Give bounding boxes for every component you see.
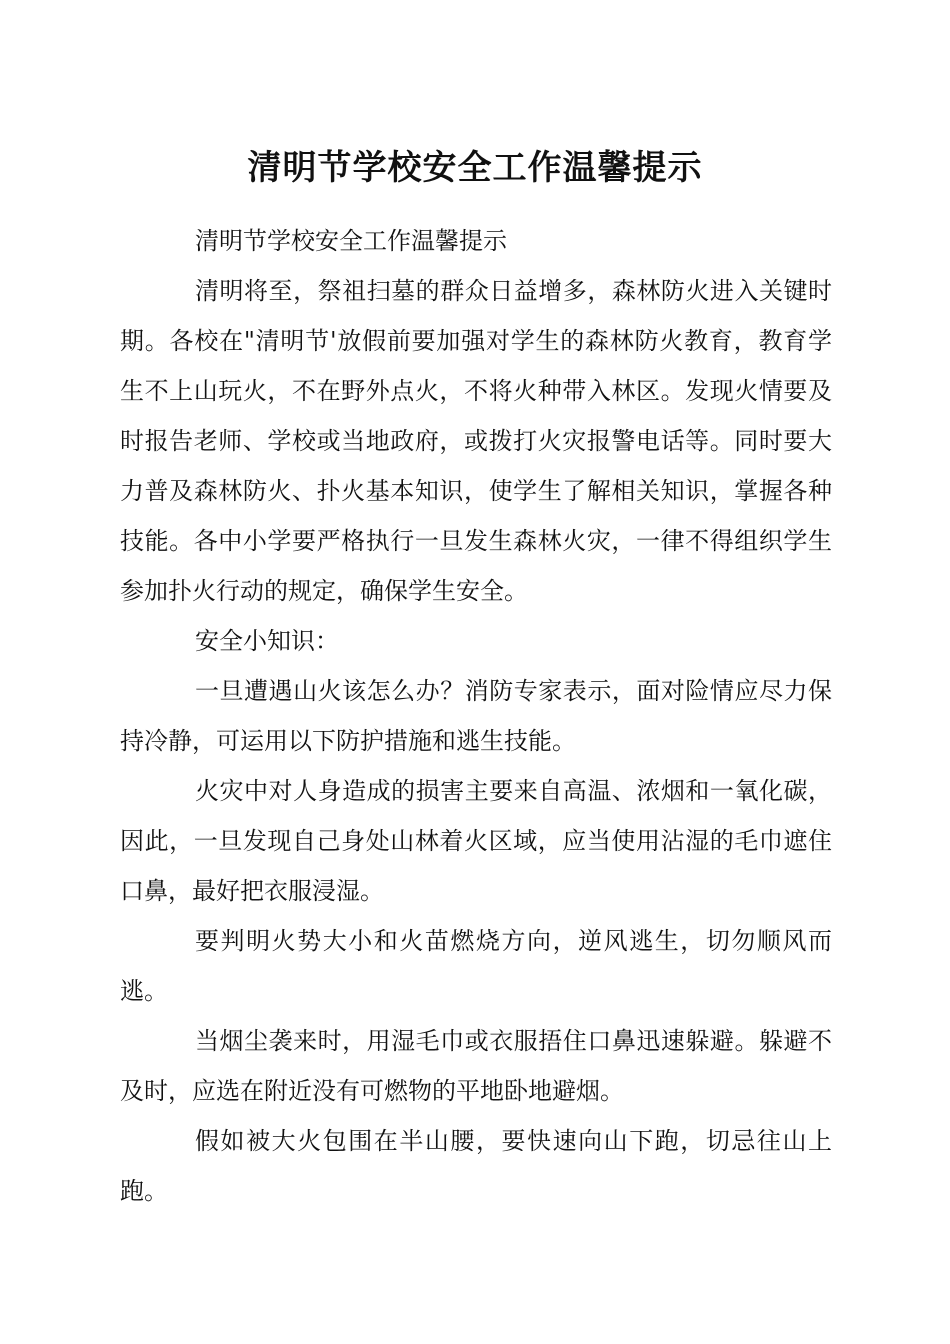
body-paragraph: 火灾中对人身造成的损害主要来自高温、浓烟和一氧化碳，因此，一旦发现自己身处山林着火区域，应当使用沾湿的毛巾遮住口鼻，最好把衣服浸湿。: [120, 777, 832, 905]
document-body: [120, 216, 832, 1216]
body-paragraph: 清明将至，祭祖扫墓的群众日益增多，森林防火进入关键时期。各校在"清明节'放假前要加强对学生的森林防火教育，教育学生不上山玩火，不在野外点火，不将火种带入林区。发现火情要及时报告老师、学校或当地政府，或拨打火灾报警电话等。同时要大力普及森林防火、扑火基本知识，使学生了解相关知识，掌握各种技能。各中小学要严格执行一旦发生森林火灾，一律不得组织学生参加扑火行动的规定，确保学生安全。: [120, 277, 832, 605]
body-paragraph: 假如被大火包围在半山腰，要快速向山下跑，切忌往山上跑。: [120, 1127, 832, 1205]
body-paragraph: 当烟尘袭来时，用湿毛巾或衣服捂住口鼻迅速躲避。躲避不及时，应选在附近没有可燃物的平地卧地避烟。: [120, 1027, 832, 1105]
body-paragraph: 要判明火势大小和火苗燃烧方向，逆风逃生，切勿顺风而逃。: [120, 927, 832, 1005]
document-title: 清明节学校安全工作温馨提示: [247, 148, 703, 188]
body-paragraph: 一旦遭遇山火该怎么办？消防专家表示，面对险情应尽力保持冷静，可运用以下防护措施和逃生技能。: [120, 677, 832, 755]
section-heading-paragraph: 安全小知识：: [195, 627, 339, 655]
subtitle-paragraph: 清明节学校安全工作温馨提示: [195, 227, 507, 255]
